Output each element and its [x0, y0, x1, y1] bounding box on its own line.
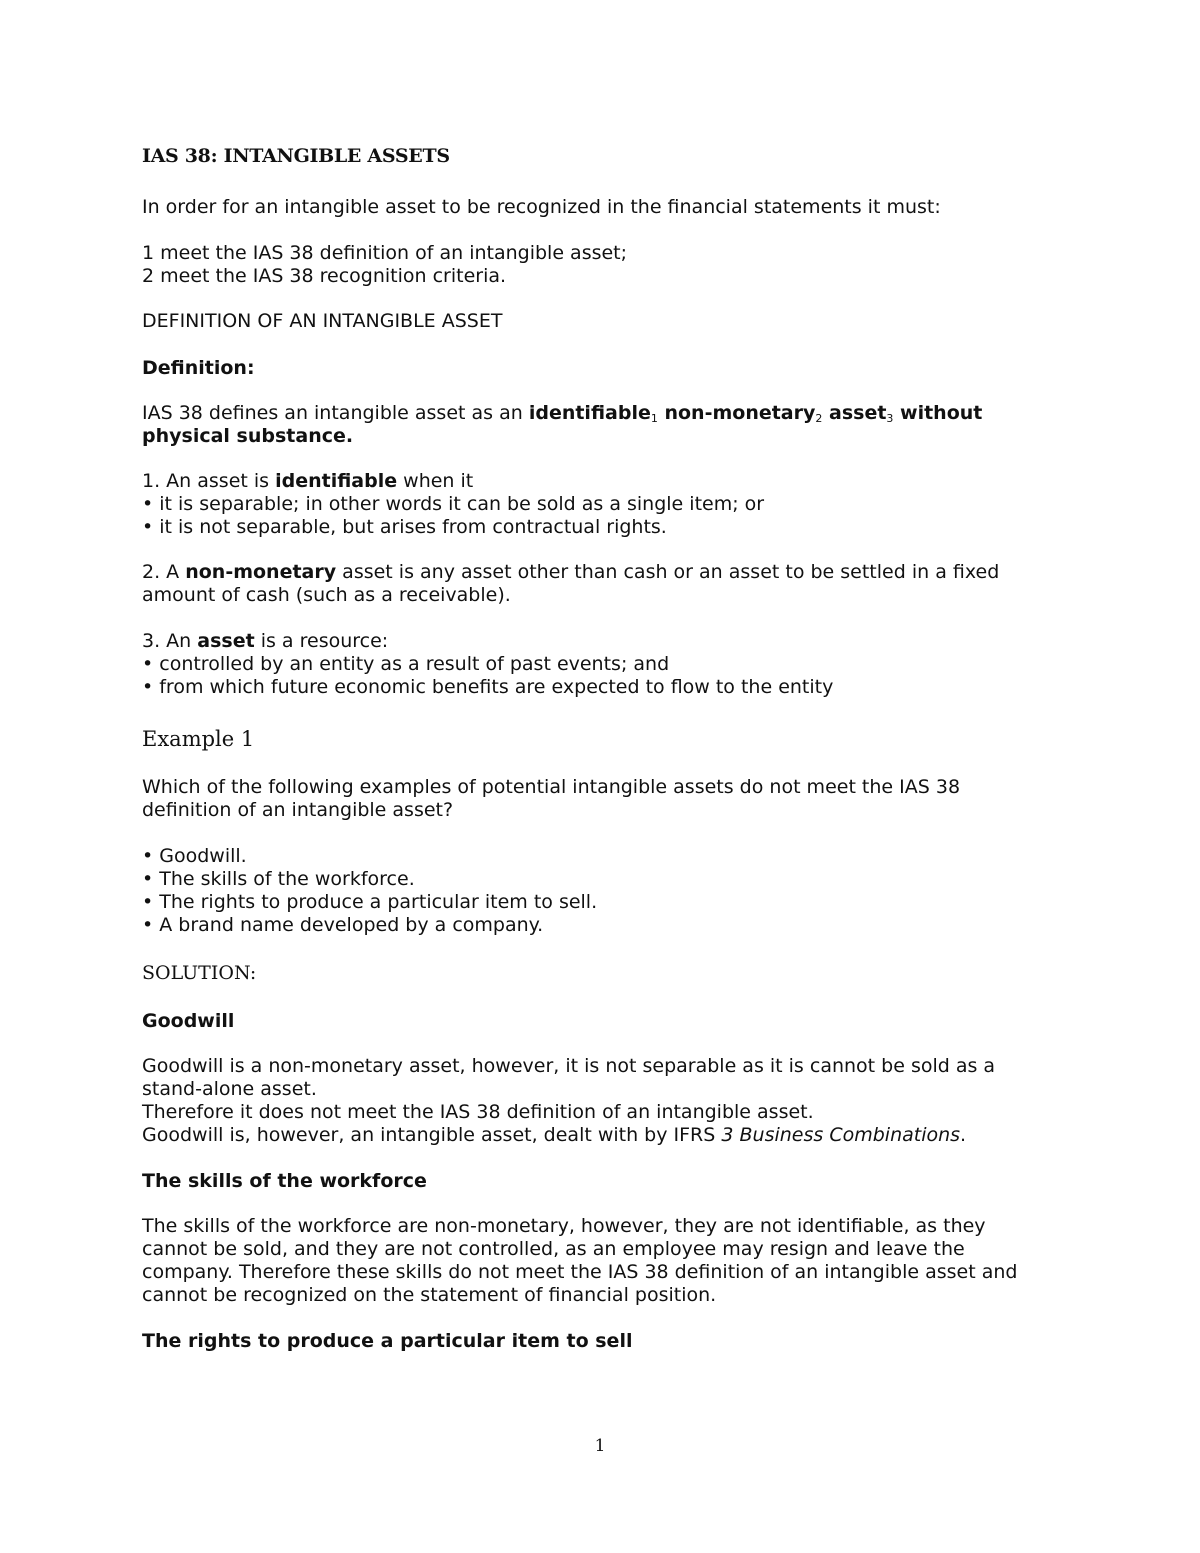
- goodwill-line-2: stand-alone asset.: [142, 1078, 317, 1100]
- example-heading: Example 1: [142, 727, 255, 751]
- goodwill-heading: Goodwill: [142, 1010, 235, 1032]
- requirement-1: 1 meet the IAS 38 definition of an intangible asset;: [142, 242, 628, 264]
- definition-text: IAS 38 defines an intangible asset as an identifiable$_1$ non-monetary$_2$ asset$_3$ without: [142, 402, 983, 425]
- point-1-bullet-2: • it is not separable, but arises from contractual rights.: [142, 516, 667, 538]
- rights-heading: The rights to produce a particular item to sell: [142, 1330, 633, 1352]
- question-line-2: definition of an intangible asset?: [142, 799, 454, 821]
- solution-label: SOLUTION:: [142, 962, 257, 984]
- definition-text-continued: physical substance.: [142, 425, 354, 447]
- section-heading: DEFINITION OF AN INTANGIBLE ASSET: [142, 310, 503, 332]
- requirement-2: 2 meet the IAS 38 recognition criteria.: [142, 265, 507, 287]
- point-3: 3. An asset is a resource:: [142, 630, 389, 652]
- skills-line-4: cannot be recognized on the statement of financial position.: [142, 1284, 717, 1306]
- page-number: 1: [594, 1436, 606, 1456]
- goodwill-line-3: Therefore it does not meet the IAS 38 definition of an intangible asset.: [142, 1101, 814, 1123]
- question-line-1: Which of the following examples of potential intangible assets do not meet the IAS 38: [142, 776, 961, 798]
- intro-paragraph: In order for an intangible asset to be recognized in the financial statements it must:: [142, 196, 941, 218]
- example-bullet-4: • A brand name developed by a company.: [142, 914, 544, 936]
- skills-heading: The skills of the workforce: [142, 1170, 427, 1192]
- point-1-bullet-1: • it is separable; in other words it can be sold as a single item; or: [142, 493, 765, 515]
- example-bullet-1: • Goodwill.: [142, 845, 247, 867]
- skills-line-2: cannot be sold, and they are not controlled, as an employee may resign and leave the: [142, 1238, 965, 1260]
- goodwill-line-1: Goodwill is a non-monetary asset, however, it is not separable as it is cannot be sold as a: [142, 1055, 996, 1077]
- point-2-continued: amount of cash (such as a receivable).: [142, 584, 511, 606]
- skills-line-3: company. Therefore these skills do not meet the IAS 38 definition of an intangible asset and: [142, 1261, 1018, 1283]
- skills-line-1: The skills of the workforce are non-monetary, however, they are not identifiable, as they: [142, 1215, 986, 1237]
- example-bullet-2: • The skills of the workforce.: [142, 868, 415, 890]
- point-3-bullet-1: • controlled by an entity as a result of past events; and: [142, 653, 670, 675]
- example-bullet-3: • The rights to produce a particular item to sell.: [142, 891, 598, 913]
- goodwill-line-4: Goodwill is, however, an intangible asset, dealt with by IFRS 3 Business Combinations.: [142, 1124, 967, 1146]
- point-2: 2. A non-monetary asset is any asset other than cash or an asset to be settled in a fixed: [142, 561, 1000, 583]
- document-title: IAS 38: INTANGIBLE ASSETS: [142, 145, 450, 167]
- point-3-bullet-2: • from which future economic benefits are expected to flow to the entity: [142, 676, 834, 698]
- point-1: 1. An asset is identifiable when it: [142, 470, 474, 492]
- definition-label: Definition:: [142, 357, 255, 379]
